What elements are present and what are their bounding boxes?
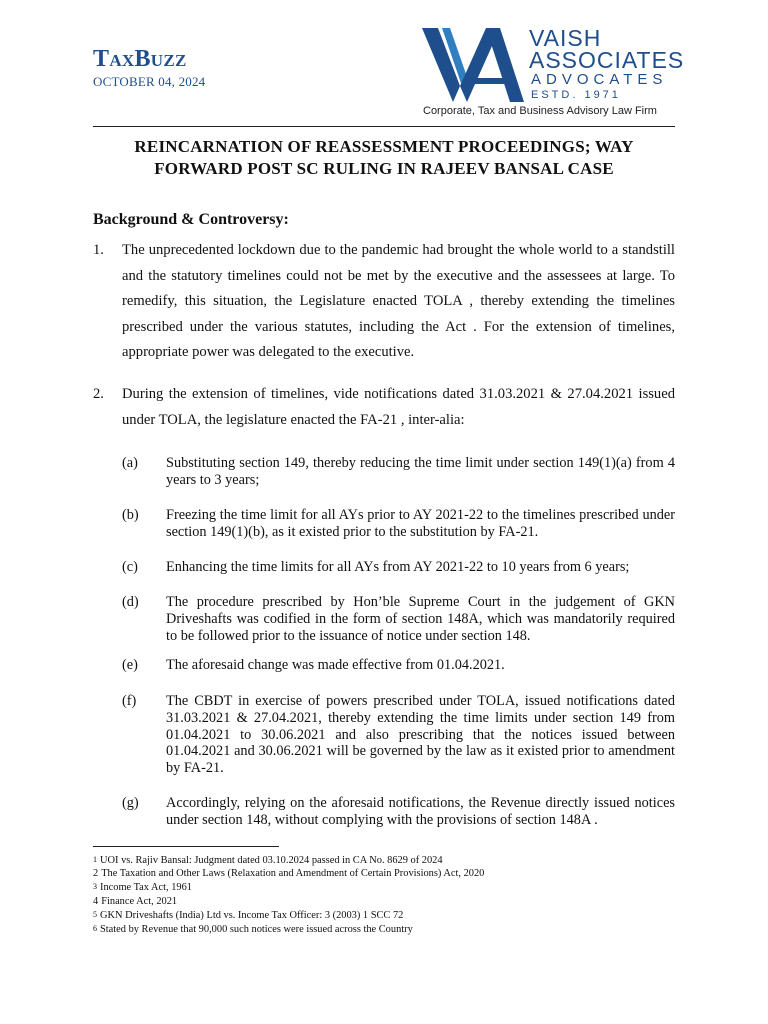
firm-name-line1: VAISH [529, 25, 602, 51]
subitem-d [122, 594, 675, 644]
footnote-text: Finance Act, 2021 [101, 895, 178, 907]
footnote-divider [93, 846, 279, 847]
subitem-label: (g) [122, 795, 139, 811]
paragraph-text: The unprecedented lockdown due to the pandemic had brought the whole world to a standstill and the statutory timelines could not be met by the executive and the assessees at large. To remedify, this situation, the Legislature enacted TOLA , thereby extending the timelines prescribed under the various statutes, including the Act . For the extension of timelines, appropriate power was delegated to the executive. [122, 242, 675, 361]
footnote-mark: 4 [93, 895, 99, 907]
subitem-text: The CBDT in exercise of powers prescribed under TOLA, issued notifications dated 31.03.2021 & 27.04.2021, thereby extending the time limits under section 149 from 01.04.2021 to 30.06.2021 and also prescribing that the notices issued between 01.04.2021 and 30.06.2021 will be governed by the law as it existed prior to amendment by FA-21. [166, 693, 675, 777]
footnote-mark: 1 [93, 855, 97, 864]
firm-tagline: Corporate, Tax and Business Advisory Law Firm [423, 105, 657, 117]
subitem-label: (c) [122, 559, 138, 575]
headline-line1: REINCARNATION OF REASSESSMENT PROCEEDINGS; WAY [134, 137, 634, 156]
firm-established: ESTD. 1971 [531, 89, 621, 101]
footnote-mark: 5 [93, 909, 97, 919]
footnote-text: The Taxation and Other Laws (Relaxation and Amendment of Certain Provisions) Act, 2020 [101, 868, 485, 880]
newsletter-date: OCTOBER 04, 2024 [93, 74, 206, 89]
subitem-text: Substituting section 149, thereby reducing the time limit under section 149(1)(a) from 4 years to 3 years; [166, 455, 675, 488]
firm-name-line3: ADVOCATES [531, 71, 668, 88]
subitem-text: The procedure prescribed by Hon’ble Supreme Court in the judgement of GKN Driveshafts was codified in the form of section 148A, which was mandatorily required to be followed prior to the issuance of notice under section 148. [166, 594, 675, 644]
footnote-text: Income Tax Act, 1961 [100, 882, 192, 894]
footnote-1 [93, 853, 675, 867]
footnote-6 [93, 922, 675, 936]
footnote-5 [93, 908, 675, 922]
subitem-label: (d) [122, 594, 139, 610]
subitem-c [122, 559, 675, 576]
subitem-g [122, 795, 675, 829]
subitem-label: (e) [122, 657, 138, 673]
subitem-text: Enhancing the time limits for all AYs from AY 2021-22 to 10 years from 6 years; [166, 559, 630, 575]
subitem-f [122, 693, 675, 777]
paragraph-2 [93, 382, 675, 433]
subitem-e [122, 657, 675, 674]
firm-logo [420, 24, 685, 120]
section-heading: Background & Controversy: [93, 211, 289, 228]
footnote-3 [93, 880, 675, 894]
paragraph-number: 2. [93, 386, 104, 402]
footnote-mark: 3 [93, 882, 97, 892]
subitem-label: (f) [122, 693, 137, 709]
title-part-ax: AX [109, 51, 135, 70]
subitem-a [122, 455, 675, 489]
subitem-text: Accordingly, relying on the aforesaid notifications, the Revenue directly issued notices under section 148, without complying with the provisions of section 148A . [166, 795, 675, 828]
newsletter-title [93, 46, 205, 74]
footnote-mark: 2 [93, 868, 99, 880]
newsletter-masthead [93, 46, 205, 90]
subitem-label: (a) [122, 455, 138, 471]
va-monogram-icon [420, 24, 528, 104]
footnote-2 [93, 867, 675, 880]
firm-name-line2: ASSOCIATES [529, 47, 685, 73]
headline-line2: FORWARD POST SC RULING IN RAJEEV BANSAL CASE [154, 159, 614, 178]
footnote-mark: 6 [93, 924, 97, 934]
paragraph-number: 1. [93, 242, 104, 258]
subitem-text: Freezing the time limit for all AYs prior to AY 2021-22 to the timelines prescribed under section 149(1)(b), as it existed prior to the substitution by FA-21. [166, 507, 675, 540]
title-initial-t: T [93, 46, 110, 72]
subitem-text: The aforesaid change was made effective from 01.04.2021. [166, 657, 505, 673]
paragraph-1 [93, 238, 675, 366]
footnote-text: Stated by Revenue that 90,000 such notices were issued across the Country [100, 924, 413, 936]
subitem-b [122, 507, 675, 541]
header-divider [93, 126, 675, 127]
title-part-uzz: UZZ [150, 51, 187, 70]
paragraph-text: During the extension of timelines, vide notifications dated 31.03.2021 & 27.04.2021 issued under TOLA, the legislature enacted the FA-21 , inter-alia: [122, 386, 675, 428]
footnotes [93, 853, 675, 936]
subitem-label: (b) [122, 507, 139, 523]
footnote-4 [93, 895, 675, 908]
article-headline [93, 136, 675, 180]
footnote-text: UOI vs. Rajiv Bansal: Judgment dated 03.10.2024 passed in CA No. 8629 of 2024 [100, 855, 443, 866]
title-initial-b: B [134, 46, 151, 72]
footnote-text: GKN Driveshafts (India) Ltd vs. Income Tax Officer: 3 (2003) 1 SCC 72 [100, 909, 404, 921]
